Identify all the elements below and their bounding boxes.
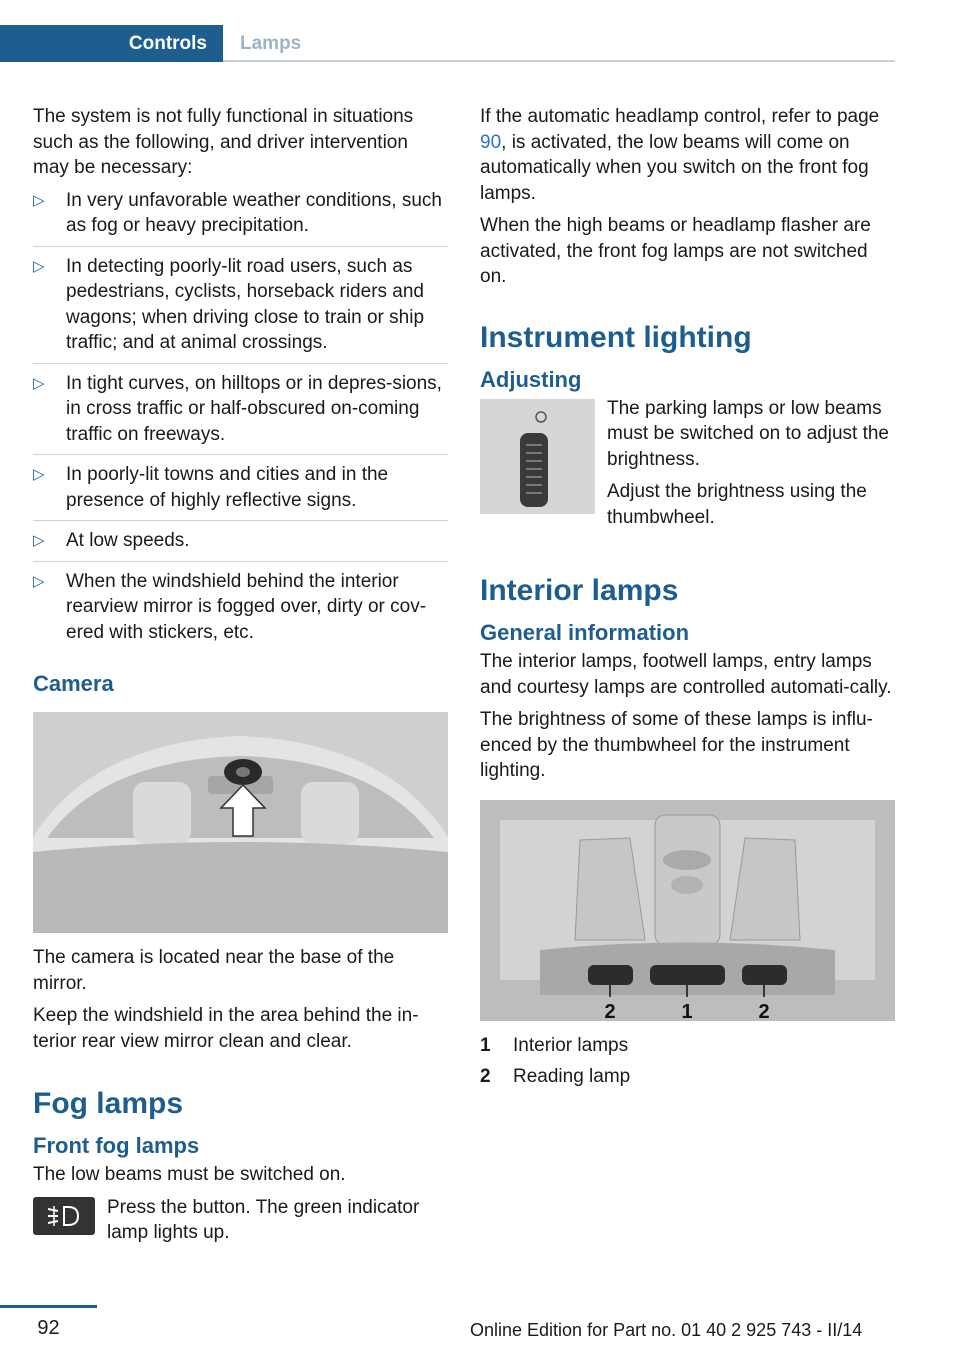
image-label: 2	[758, 1000, 770, 1021]
chapter-tab-lamps[interactable]: Lamps	[240, 33, 302, 54]
list-item: ▷ In detecting poorly-lit road users, such as pedestrians, cyclists, horseback riders and wagons; when driving close to train or ship traffic; and at animal crossings.	[33, 254, 448, 364]
adjusting-text: The parking lamps or low beams must be switched on to adjust the brightness. Adjust the brightness using the thumbwheel.	[607, 397, 889, 528]
right-column	[480, 104, 895, 1096]
bullet-triangle-icon: ▷	[33, 257, 45, 275]
camera-location-text: The camera is located near the base of the mirror.	[33, 947, 395, 994]
page-link[interactable]: 90	[480, 131, 502, 153]
list-item: ▷ In very unfavorable weather conditions, such as fog or heavy precipitation.	[33, 188, 448, 247]
list-item: ▷ In tight curves, on hilltops or in depres-sions, in cross traffic or half-obscured on-coming traffic on freeways.	[33, 371, 448, 456]
legend-item	[480, 1033, 895, 1059]
intro-paragraph: The system is not fully functional in situations such as the following, and driver intervention may be necessary:	[33, 106, 414, 178]
edition-text: Online Edition for Part no. 01 40 2 925 743 - II/14	[470, 1320, 863, 1340]
high-beam-paragraph: When the high beams or headlamp flasher are activated, the front fog lamps are not switched on.	[480, 215, 871, 287]
bullet-triangle-icon: ▷	[33, 532, 45, 549]
adjusting-heading: Adjusting	[480, 366, 582, 392]
interior-lamps-heading: Interior lamps	[480, 574, 679, 607]
fog-requirement-text: The low beams must be switched on.	[33, 1164, 346, 1185]
list-item: ▷ In poorly-lit towns and cities and in the presence of highly reflective signs.	[33, 462, 448, 521]
camera-heading: Camera	[33, 671, 114, 696]
fog-press-text: Press the button. The green indicator lamp lights up.	[107, 1196, 420, 1243]
legend-label: Reading lamp	[513, 1066, 631, 1087]
front-fog-lamps-heading: Front fog lamps	[33, 1133, 200, 1158]
fog-lamp-button-icon	[33, 1197, 95, 1235]
bullet-triangle-icon: ▷	[33, 374, 45, 392]
general-information-heading: General information	[480, 620, 690, 645]
legend-item	[480, 1064, 895, 1090]
general-paragraph-1: The interior lamps, footwell lamps, entry lamps and courtesy lamps are controlled automati-cally.	[480, 651, 892, 698]
left-column	[33, 104, 448, 1246]
section-tab-label: Controls	[128, 33, 207, 54]
legend-number: 2	[480, 1066, 491, 1087]
list-item: ▷ At low speeds.	[33, 528, 448, 562]
camera-windshield-image	[33, 712, 448, 933]
footer-rule	[0, 1305, 97, 1308]
bullet-triangle-icon: ▷	[33, 572, 45, 590]
thumbwheel-image	[480, 399, 595, 514]
limitations-list	[33, 188, 448, 653]
auto-headlamp-paragraph: If the automatic headlamp control, refer to page 90, is activated, the low beams will come on automatically when you switch on the front fog lamps.	[480, 106, 880, 204]
camera-clean-text: Keep the windshield in the area behind the in-terior rear view mirror clean and clear.	[33, 1005, 419, 1052]
general-paragraph-2: The brightness of some of these lamps is influ-enced by the thumbwheel for the instrument lighting.	[480, 709, 873, 781]
instrument-lighting-heading: Instrument lighting	[480, 320, 752, 354]
legend-number: 1	[480, 1034, 491, 1056]
adjusting-row	[480, 396, 895, 538]
legend-label: Interior lamps	[513, 1034, 629, 1056]
page-number: 92	[37, 1317, 60, 1339]
fog-lamps-heading: Fog lamps	[33, 1087, 184, 1120]
bullet-triangle-icon: ▷	[33, 466, 45, 483]
image-label: 2	[604, 1000, 616, 1021]
image-label: 1	[681, 1000, 693, 1021]
section-tab-controls[interactable]	[0, 25, 223, 62]
fog-button-row	[33, 1195, 448, 1246]
bullet-triangle-icon: ▷	[33, 191, 45, 209]
interior-lamps-image	[480, 800, 895, 1021]
header-rule	[223, 60, 895, 62]
list-item: ▷ When the windshield behind the interior rearview mirror is fogged over, dirty or cov-ered with stickers, etc.	[33, 570, 427, 643]
